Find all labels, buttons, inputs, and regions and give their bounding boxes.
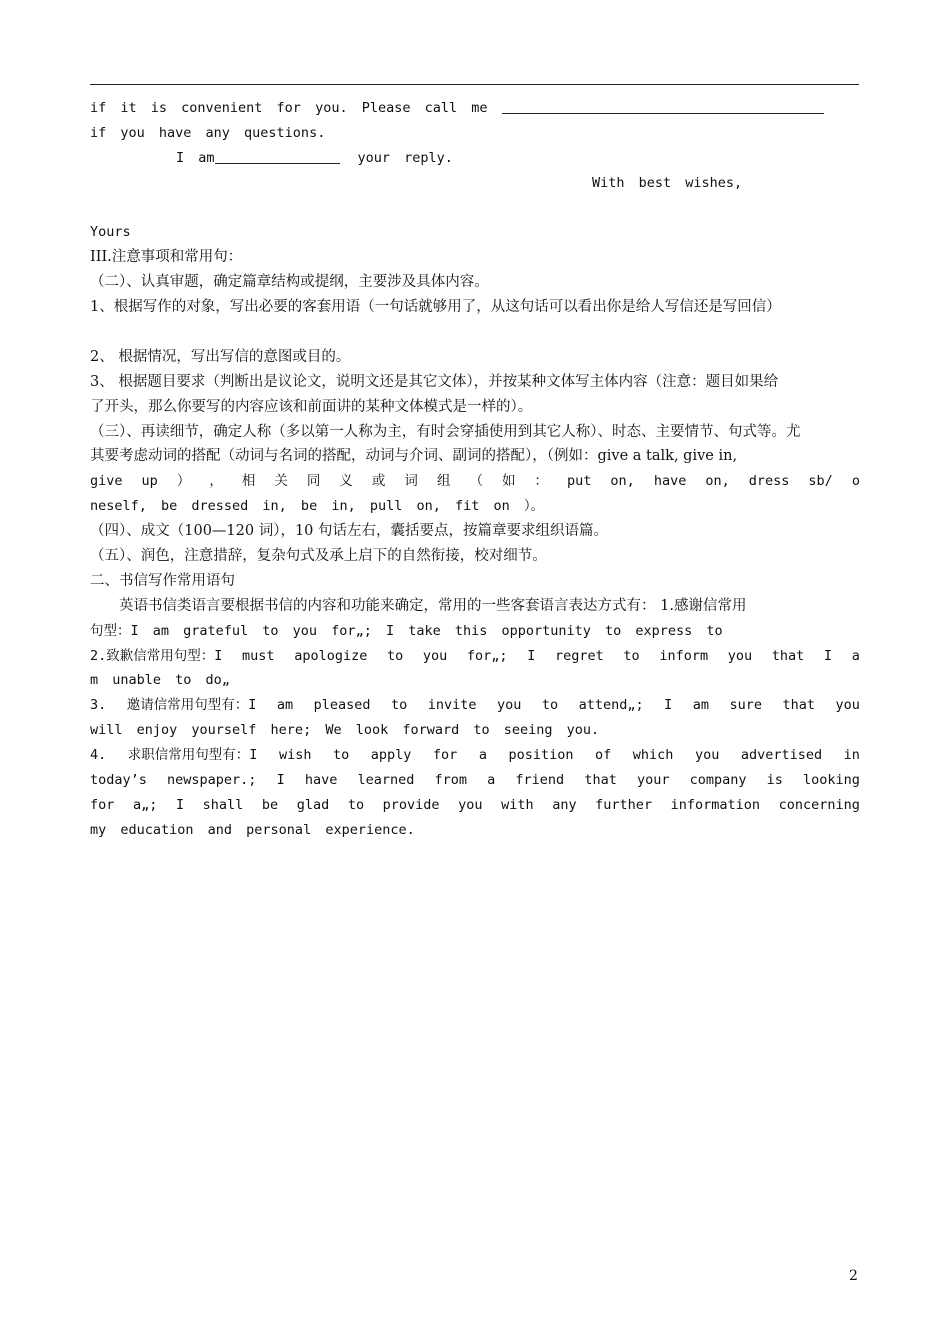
word: you — [835, 697, 860, 714]
word: you — [458, 796, 483, 813]
word: on, — [610, 473, 635, 490]
word: of — [595, 747, 612, 764]
reply-blank — [215, 163, 340, 164]
word: I — [664, 697, 673, 714]
phrases-intro-line-1: 英语书信类语言要根据书信的内容和功能来确定，常用的一些客套语言表达方式有： 1.感谢信常用 — [119, 597, 747, 614]
notes-heading: III.注意事项和常用句： — [90, 249, 243, 266]
word: 求职信常用句型有：I — [127, 747, 258, 764]
word: must — [242, 647, 275, 664]
word: provide — [382, 796, 440, 813]
letter-sign-off: Yours — [90, 224, 131, 241]
word: any — [552, 796, 577, 813]
word: to — [347, 796, 365, 813]
word: am — [276, 697, 294, 714]
top-rule — [90, 84, 859, 85]
word: sb/ — [808, 473, 833, 490]
letter-line-1-text: if it is convenient for you. Please call me — [90, 100, 488, 116]
word: be — [261, 796, 279, 813]
notes-step-4: （四）、成文（100—120 词），10 句话左右，囊括要点，按篇章要求组织语篇。 — [90, 523, 609, 540]
word: have — [304, 772, 338, 789]
word: put — [567, 473, 592, 490]
word: sure — [729, 697, 763, 714]
phrases-job-line-4: my education and personal experience. — [90, 821, 415, 838]
word: today’s — [90, 772, 147, 789]
word: a — [478, 747, 487, 764]
word: wish — [278, 747, 312, 764]
word: 如 — [501, 473, 516, 490]
word: for„; — [466, 647, 508, 664]
phone-blank — [502, 113, 824, 114]
letter-line-1 — [90, 96, 860, 121]
word: looking — [803, 772, 860, 789]
word: from — [434, 772, 468, 789]
phrases-job-line-1 — [90, 743, 860, 768]
word: to — [623, 647, 640, 664]
word: 义 — [339, 473, 353, 490]
letter-closing: With best wishes, — [592, 174, 743, 191]
word: I — [276, 772, 285, 789]
word: in — [843, 747, 860, 764]
phrases-heading: 二、书信写作常用语句 — [90, 572, 235, 589]
document-body — [90, 96, 860, 843]
phrases-intro-line-2: 句型：I am grateful to you for„; I take this opportunity to express to — [90, 622, 723, 639]
word: apologize — [294, 647, 368, 664]
word: learned — [357, 772, 415, 789]
word: to — [386, 647, 404, 664]
word: have — [653, 473, 687, 490]
letter-line-3-suffix: your reply. — [357, 149, 453, 166]
word: 4. — [90, 747, 107, 764]
word: am — [692, 697, 710, 714]
word: （ — [469, 473, 483, 490]
word: on, — [705, 473, 730, 490]
word: ： — [534, 473, 548, 490]
notes-step-5: （五）、润色，注意措辞，复杂句式及承上启下的自然衔接，校对细节。 — [90, 548, 547, 565]
word: attend„; — [578, 697, 644, 714]
letter-line-3 — [90, 146, 860, 171]
word: friend — [515, 772, 565, 789]
word: is — [766, 772, 783, 789]
notes-step-3-line-1: （三）、再读细节，确定人称（多以第一人称为主，有时会穿插使用到其它人称）、时态、主要情节、句式等。尤 — [90, 423, 801, 440]
letter-line-3-prefix: I am — [176, 149, 215, 166]
word: 或 — [371, 473, 386, 490]
word: a — [487, 772, 496, 789]
word: you — [727, 647, 753, 664]
word: advertised — [740, 747, 823, 764]
word: I — [527, 647, 536, 664]
word: shall — [202, 796, 244, 813]
word: 同 — [306, 473, 321, 490]
word: ） — [176, 473, 191, 490]
word: that — [771, 647, 805, 664]
spacer — [90, 320, 860, 345]
word: o — [851, 473, 860, 490]
word: your — [636, 772, 670, 789]
word: for — [432, 747, 458, 764]
word: 关 — [274, 473, 288, 490]
word: ， — [209, 473, 223, 490]
notes-item-3-line-2: 了开头，那么你要写的内容应该和前面讲的某种文体模式是一样的）。 — [90, 398, 533, 415]
word: to — [391, 697, 408, 714]
word: I — [823, 647, 833, 664]
word: a — [851, 647, 860, 664]
notes-step-3-line-2: 其要考虑动词的搭配（动词与名词的搭配，动词与介词、副词的搭配），（例如：give a talk, give in, — [90, 448, 738, 465]
word: you — [422, 647, 448, 664]
word: apply — [370, 747, 412, 764]
word: give — [90, 473, 123, 490]
word: inform — [659, 647, 709, 664]
spacer — [90, 196, 860, 221]
page-number: 2 — [849, 1268, 858, 1284]
notes-step-2: （二）、认真审题，确定篇章结构或提纲，主要涉及具体内容。 — [90, 274, 489, 291]
notes-item-1: 1、根据写作的对象，写出必要的客套用语（一句话就够用了，从这句话可以看出你是给人写信还是写回信） — [90, 299, 781, 316]
word: to — [332, 747, 350, 764]
notes-step-3-line-3 — [90, 469, 860, 494]
word: 词 — [404, 473, 418, 490]
word: pleased — [313, 697, 371, 714]
word: to — [541, 697, 559, 714]
word: that — [782, 697, 816, 714]
phrases-invite-line-1 — [90, 693, 860, 718]
phrases-job-line-2 — [90, 768, 860, 793]
word: invite — [427, 697, 477, 714]
word: regret — [554, 647, 604, 664]
phrases-job-line-3 — [90, 793, 860, 818]
word: 邀请信常用句型有：I — [126, 697, 257, 714]
word: for — [90, 796, 115, 813]
word: 组 — [436, 473, 451, 490]
notes-item-3-line-1: 3、 根据题目要求（判断出是议论文，说明文还是其它文体），并按某种文体写主体内容（注意：题目如果给 — [90, 373, 779, 390]
word: dress — [748, 473, 790, 490]
notes-step-3-line-4: neself, be dressed in, be in, pull on, fit on ）。 — [90, 498, 545, 515]
word: company — [689, 772, 747, 789]
word: a„; — [132, 796, 158, 813]
word: up — [141, 473, 158, 490]
word: newspaper.; — [167, 772, 257, 789]
phrases-apology-line-1 — [90, 644, 860, 669]
word: concerning — [778, 796, 860, 813]
word: which — [632, 747, 674, 764]
word: 相 — [241, 473, 256, 490]
notes-item-2: 2、 根据情况，写出写信的意图或目的。 — [90, 348, 351, 365]
word: you — [694, 747, 720, 764]
word: position — [508, 747, 574, 764]
word: with — [501, 796, 534, 813]
letter-line-2: if you have any questions. — [90, 124, 326, 141]
word: information — [670, 796, 761, 813]
phrases-invite-line-2: will enjoy yourself here; We look forward to seeing you. — [90, 722, 600, 739]
word: glad — [296, 796, 330, 813]
word: 3. — [90, 697, 107, 714]
word: you — [497, 697, 522, 714]
word: 2.致歉信常用句型：I — [90, 647, 223, 664]
phrases-apology-line-2: m unable to do„ — [90, 672, 230, 689]
word: I — [175, 796, 185, 813]
word: further — [595, 796, 653, 813]
word: that — [584, 772, 617, 789]
